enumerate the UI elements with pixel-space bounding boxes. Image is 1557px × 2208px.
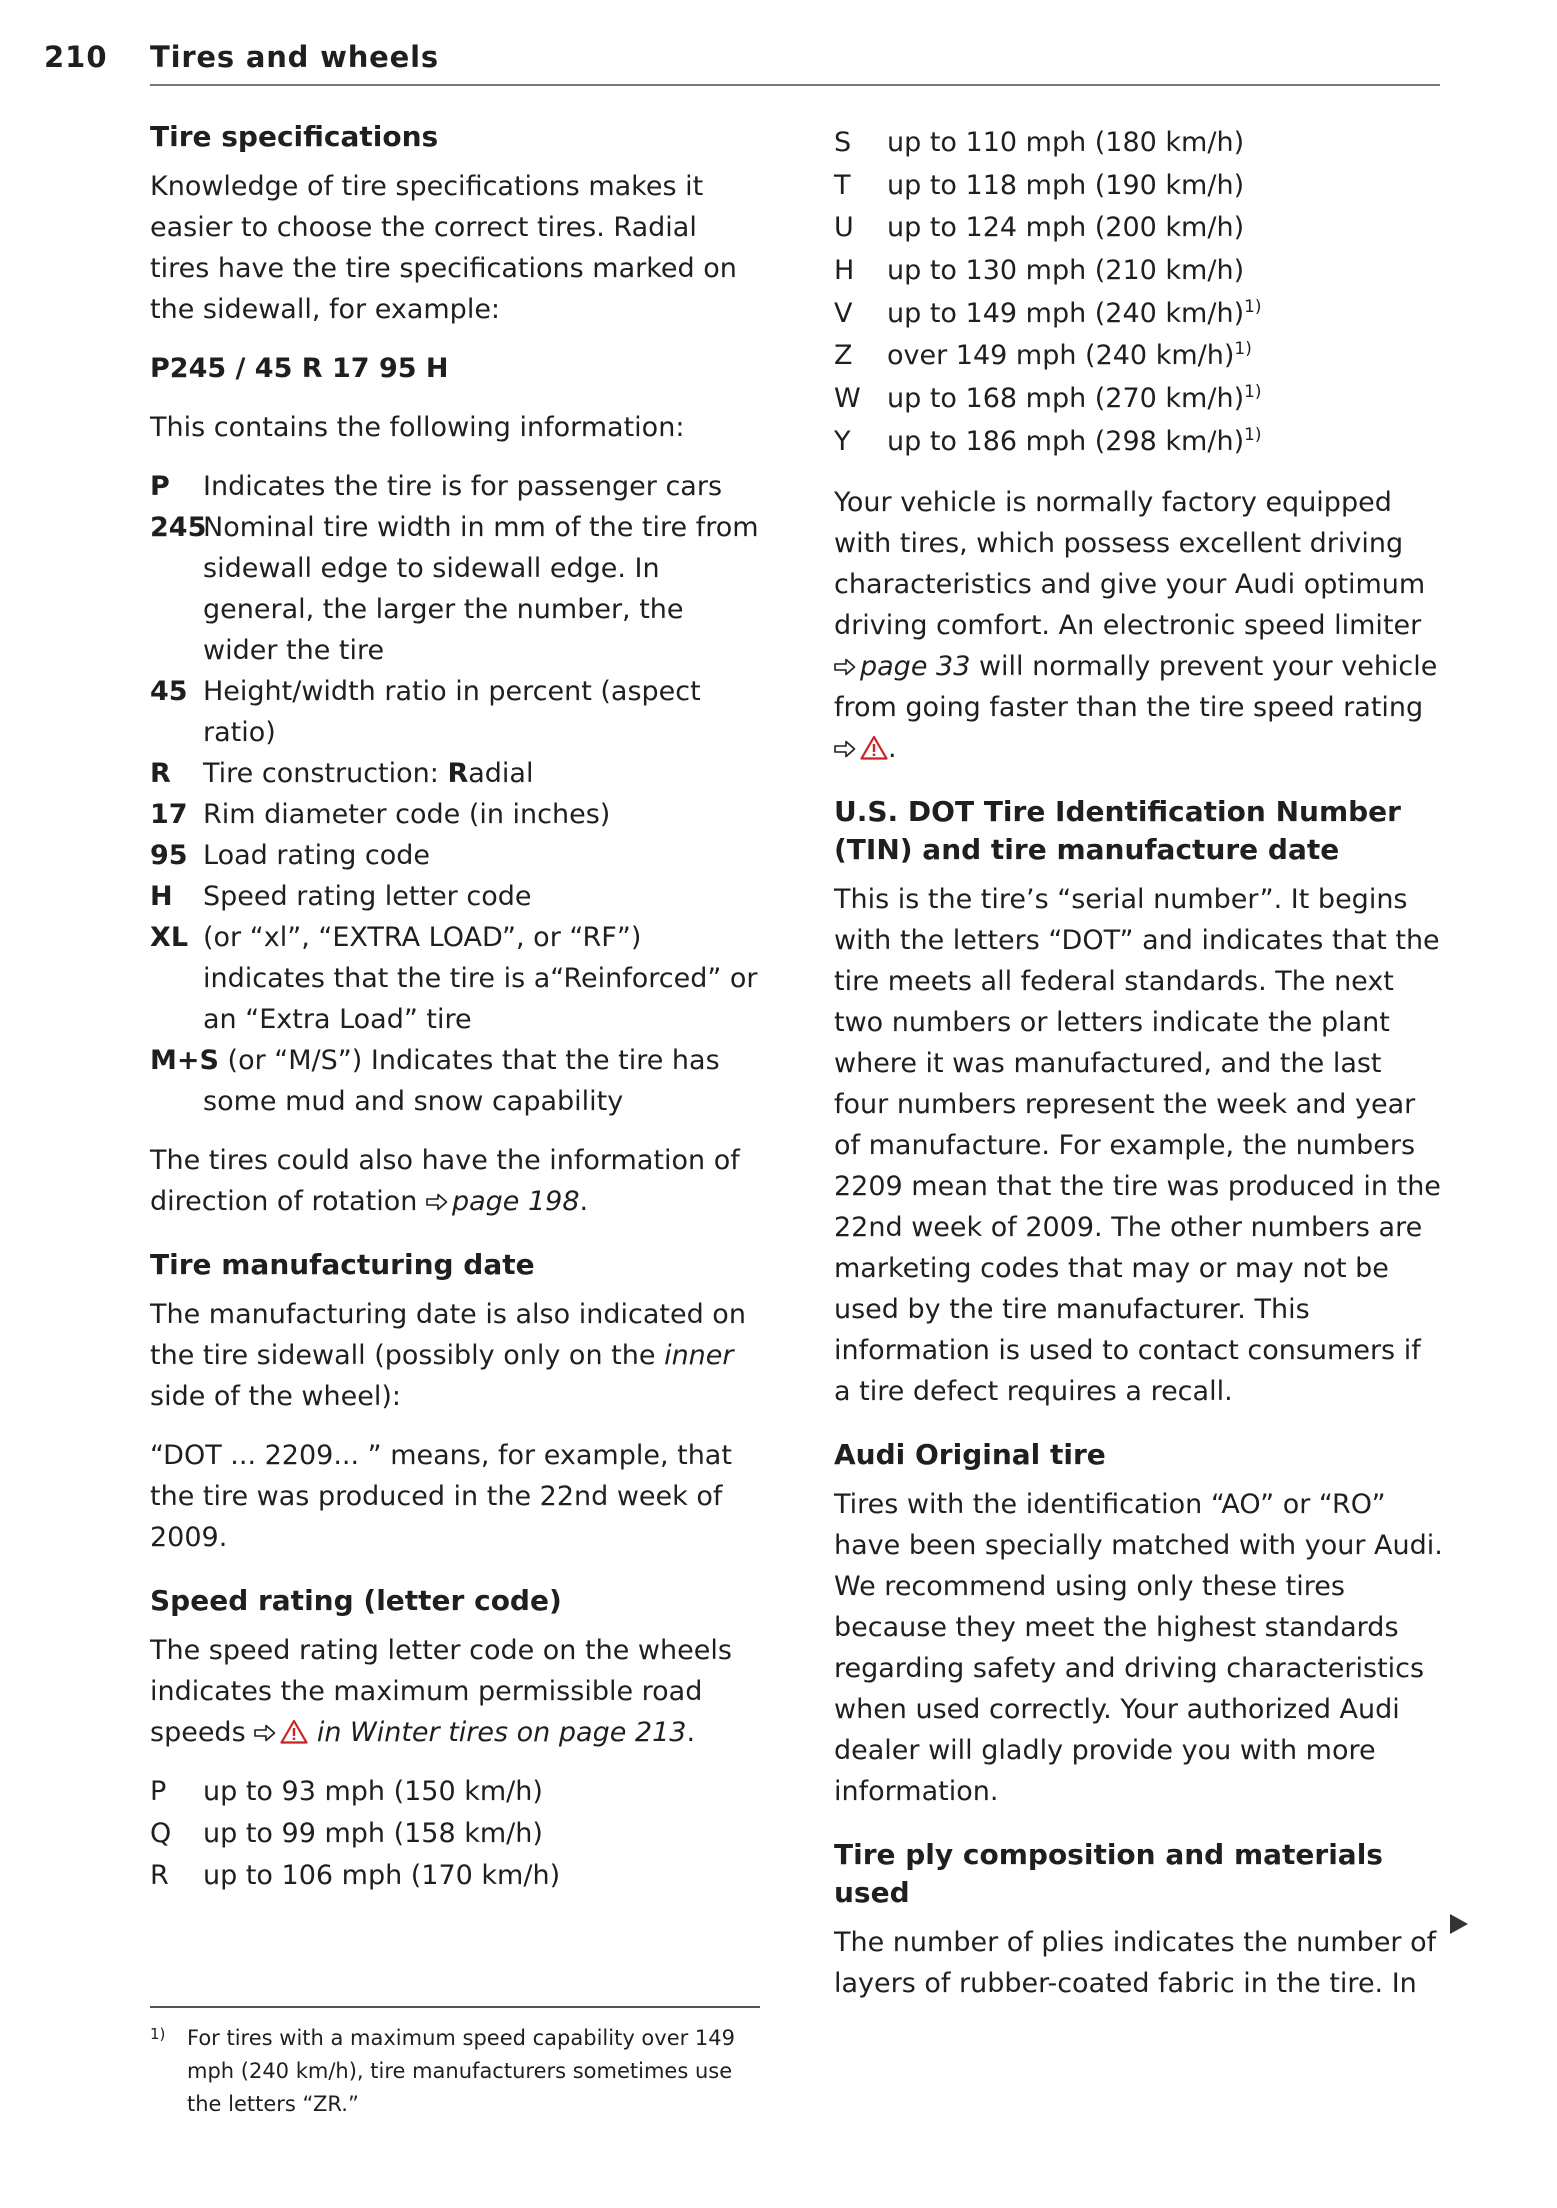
speed-desc: up to 93 mph (150 km/h) [203,1776,543,1807]
definition-desc-prefix: Tire construction: [203,758,448,789]
footnote-divider [150,2006,760,2008]
speed-rating-row [834,122,1444,165]
rotation-note [150,1140,760,1222]
footnote-ref: 1) [1244,296,1262,317]
page-header [44,40,1444,86]
manufacturing-text-after: side of the wheel): [150,1381,401,1412]
footnote-ref: 1) [1234,339,1252,360]
manufacturing-date-example: “DOT ... 2209... ” means, for example, that the tire was produced in the 22nd week of 2009. [150,1440,732,1553]
speed-rating-row [150,1855,760,1897]
definition-item [150,794,760,835]
footnote-text: For tires with a maximum speed capability over 149 mph (240 km/h), tire manufacturers sometimes use the letters “ZR.” [187,2026,736,2116]
speed-rating-text [150,1630,760,1753]
speed-code: T [834,169,851,201]
speed-desc: up to 110 mph (180 km/h) [887,127,1245,158]
speed-rating-body: The speed rating letter code on the wheels indicates the maximum permissible road speeds [150,1635,732,1748]
footnote [150,2022,750,2121]
page-title: Tires and wheels [150,40,439,74]
arrow-right-icon [834,658,856,676]
dot-tin-heading: U.S. DOT Tire Identification Number (TIN) and tire manufacture date [834,794,1401,866]
tire-spec-intro: Knowledge of tire specifications makes it easier to choose the correct tires. Radial tires have the tire specifications marked on the sidewall, for example: [150,171,737,325]
continue-triangle-icon [1448,1912,1470,1936]
speed-desc: up to 99 mph (158 km/h) [203,1818,543,1849]
definition-desc: (or “xl”, “EXTRA LOAD”, or “RF”) indicates that the tire is a“Reinforced” or an “Extra Load” tire [203,922,758,1035]
speed-rating-row [834,165,1444,208]
audi-original-text: Tires with the identification “AO” or “RO” have been specially matched with your Audi. We recommend using only these tires because they meet the highest standards regarding safety and driving characteristics when used correctly. Your authorized Audi dealer will gladly provide you with more information. [834,1488,1443,1807]
page-number: 210 [44,40,108,74]
speed-rating-row [150,1813,760,1855]
speed-desc: up to 124 mph (200 km/h) [887,212,1245,244]
definition-desc: Height/width ratio in percent (aspect ratio) [203,676,701,748]
definition-desc: (or “M/S”) Indicates that the tire has some mud and snow capability [203,1045,720,1117]
speed-code: U [834,212,854,244]
definition-desc: Indicates the tire is for passenger cars [203,471,723,502]
speed-desc: up to 168 mph (270 km/h) [887,383,1245,415]
speed-code: H [834,255,855,287]
definition-term: XL [150,922,189,953]
right-column [834,122,1444,2022]
definition-item [150,507,760,671]
definition-term: P [150,471,170,502]
winter-tires-link[interactable]: in Winter tires on page 213 [316,1717,687,1748]
definition-term: R [150,758,171,789]
audi-original-heading: Audi Original tire [834,1437,1106,1471]
ply-composition-text: The number of plies indicates the number of layers of rubber-coated fabric in the tire. In [834,1926,1437,1999]
tire-spec-definition-list [150,466,760,1122]
definition-item [150,1040,760,1122]
speed-rating-row [834,378,1444,421]
definition-item [150,917,760,1040]
manufacturing-text-italic: inner [664,1340,734,1371]
definition-term: 95 [150,840,188,871]
speed-code: S [834,127,852,158]
speed-code: R [150,1860,169,1891]
footnote-ref: 1) [1244,424,1262,445]
speed-code: Y [834,425,851,457]
arrow-right-icon [834,740,856,758]
speed-rating-row [834,293,1444,336]
factory-text: Your vehicle is normally factory equipped with tires, which possess excellent driving characteristics and give your Audi optimum driving comfort. An electronic speed limiter [834,486,1426,641]
tire-spec-example-code: P245 / 45 R 17 95 H [150,353,449,384]
speed-rating-heading: Speed rating (letter code) [150,1584,562,1617]
definition-item [150,753,760,794]
factory-text-2: will normally prevent your vehicle from going faster than the tire speed rating [834,650,1438,723]
definition-desc: Speed rating letter code [203,881,532,912]
speed-rating-row [834,250,1444,293]
speed-desc: up to 130 mph (210 km/h) [887,255,1245,287]
definition-term: 245 [150,512,207,543]
tire-specifications-heading: Tire specifications [150,120,439,153]
definition-desc: Load rating code [203,840,431,871]
speed-desc: up to 149 mph (240 km/h) [887,297,1245,329]
manufacturing-date-text [150,1294,760,1417]
speed-code: Q [150,1818,172,1849]
rotation-end: . [579,1186,589,1217]
speed-desc: over 149 mph (240 km/h) [887,340,1235,372]
definition-item [150,876,760,917]
speed-rating-row [834,421,1444,464]
speed-code: V [834,297,853,329]
definition-desc-bold: R [447,758,469,789]
definition-desc-suffix: adial [468,758,534,789]
speed-rating-row [834,207,1444,250]
rotation-text: The tires could also have the information of direction of rotation [150,1145,740,1217]
definition-item [150,671,760,753]
warning-triangle-icon [280,1719,308,1744]
manufacturing-date-heading: Tire manufacturing date [150,1248,535,1281]
definition-term: 17 [150,799,188,830]
speed-rating-list-right [834,122,1444,464]
tire-spec-contains: This contains the following information: [150,412,685,443]
speed-rating-list-left [150,1771,760,1897]
rotation-page-link[interactable]: page 198 [451,1186,580,1217]
factory-equipment-text [834,482,1444,769]
definition-desc: Nominal tire width in mm of the tire from sidewall edge to sidewall edge. In general, the larger the number, the wider the tire [203,512,759,666]
speed-code: W [834,383,861,415]
header-divider [150,84,1440,86]
definition-body [150,1040,760,1122]
warning-triangle-icon[interactable] [860,735,888,760]
footnote-ref: 1) [1244,382,1262,403]
arrow-right-icon [254,1724,276,1742]
left-column [150,118,760,1915]
definition-item [150,466,760,507]
footnote-mark: 1) [150,2025,166,2043]
speed-rating-row [834,335,1444,378]
ply-composition-heading: Tire ply composition and materials used [834,1837,1383,1909]
speed-rating-row [150,1771,760,1813]
speed-code: Z [834,340,853,372]
factory-end: . [888,732,897,764]
speed-desc: up to 106 mph (170 km/h) [203,1860,561,1891]
speed-desc: up to 118 mph (190 km/h) [887,169,1245,201]
speed-rating-end: . [686,1717,696,1748]
manufacturing-text-before: The manufacturing date is also indicated on the tire sidewall (possibly only on the [150,1299,746,1371]
speed-code: P [150,1776,167,1807]
dot-tin-text: This is the tire’s “serial number”. It begins with the letters “DOT” and indicates that the tire meets all federal standards. The next two numbers or letters indicate the plant where it was manufactured, and the last four numbers represent the week and year of manufacture. For example, the numbers 2209 mean that the tire was produced in the 22nd week of 2009. The other numbers are marketing codes that may or may not be used by the tire manufacturer. This information is used to contact consumers if a tire defect requires a recall. [834,883,1441,1407]
speed-desc: up to 186 mph (298 km/h) [887,425,1245,457]
speed-limiter-page-link[interactable]: page 33 [860,650,971,682]
definition-term: M+S [150,1045,219,1076]
definition-term: 45 [150,676,188,707]
definition-term: H [150,881,173,912]
arrow-right-icon [426,1193,448,1211]
definition-item [150,835,760,876]
definition-desc: Rim diameter code (in inches) [203,799,611,830]
